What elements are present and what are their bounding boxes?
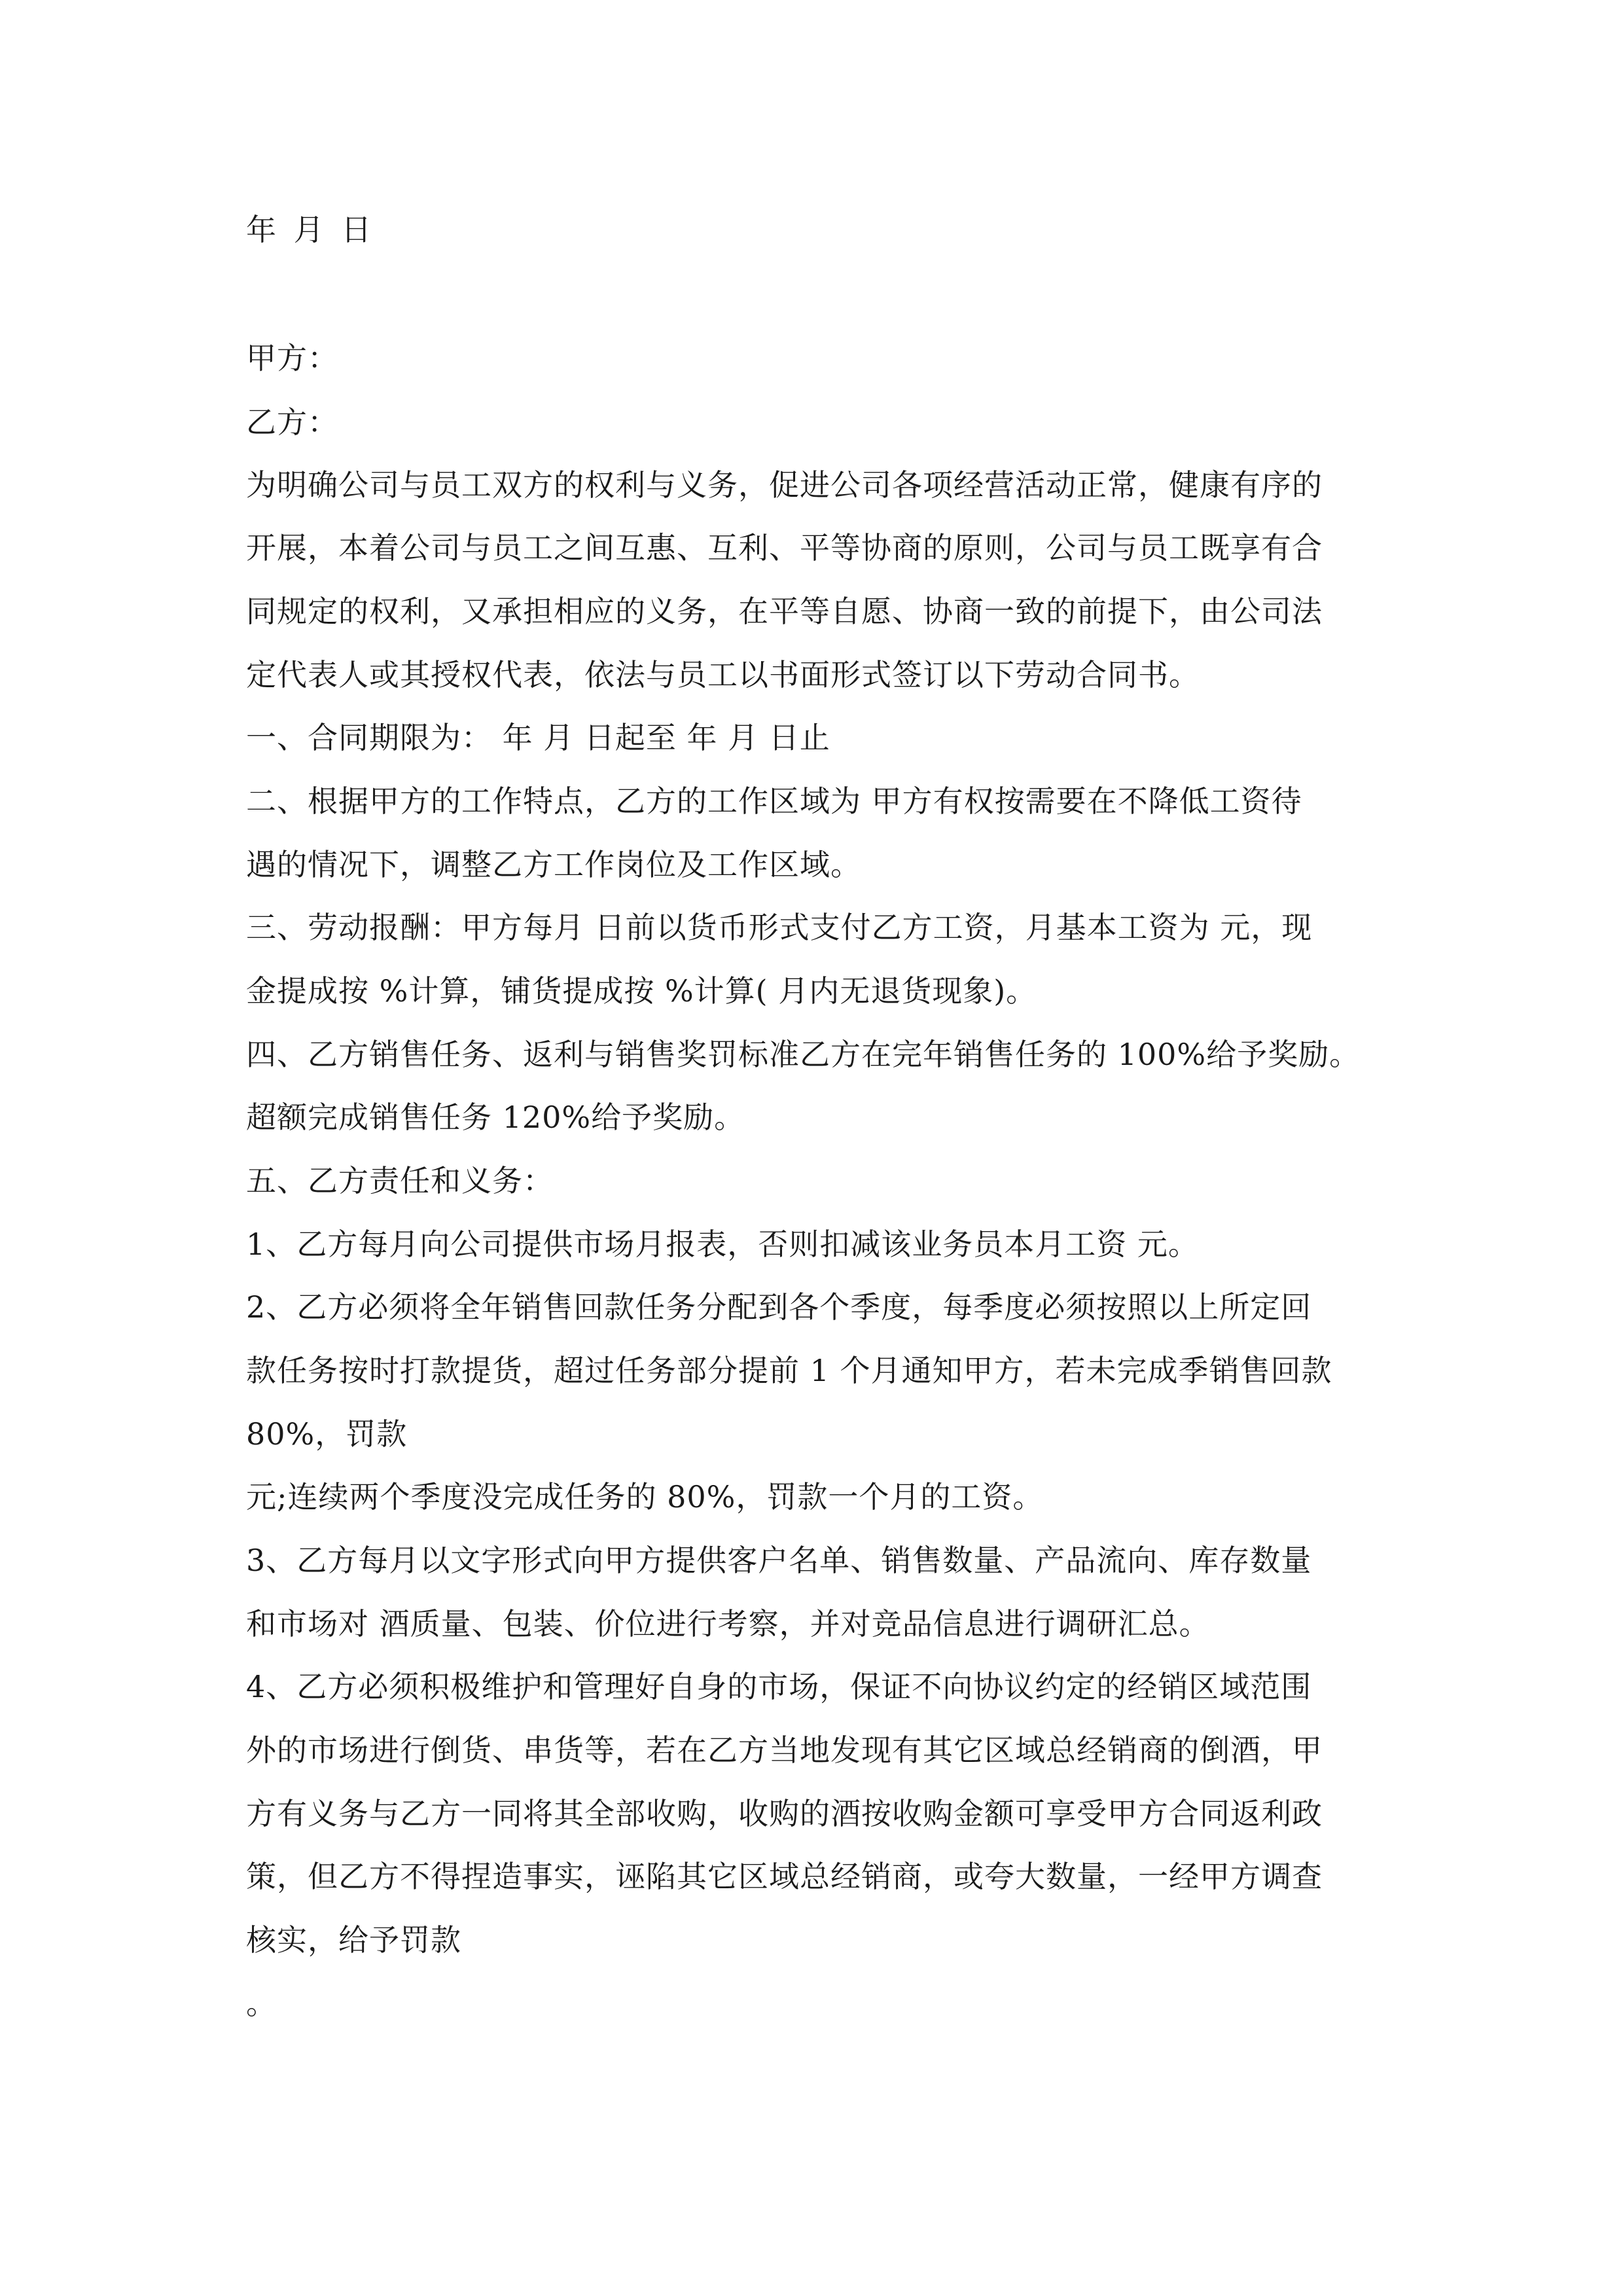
clause-4-line-1: 四、乙方销售任务、返利与销售奖罚标准乙方在完年销售任务的 100%给予奖励。 <box>246 1037 1361 1072</box>
clause-4-line-2: 超额完成销售任务 120%给予奖励。 <box>246 1100 745 1135</box>
clause-3-line-1: 三、劳动报酬：甲方每月 日前以货币形式支付乙方工资，月基本工资为 元，现 <box>246 910 1313 945</box>
clause-2-line-2: 遇的情况下，调整乙方工作岗位及工作区域。 <box>246 847 861 882</box>
date-line: 年 月 日 <box>246 212 376 247</box>
clause-5-heading: 五、乙方责任和义务： <box>246 1163 554 1198</box>
duty-2-line-3: 80%，罚款 <box>246 1416 408 1452</box>
clause-3-line-2: 金提成按 %计算，铺货提成按 %计算( 月内无退货现象)。 <box>246 973 1037 1009</box>
preamble-line-2: 开展，本着公司与员工之间互惠、互利、平等协商的原则，公司与员工既享有合 <box>246 530 1323 565</box>
duty-4-line-4: 策，但乙方不得捏造事实，诬陷其它区域总经销商，或夸大数量，一经甲方调查 <box>246 1859 1323 1894</box>
preamble-line-4: 定代表人或其授权代表，依法与员工以书面形式签订以下劳动合同书。 <box>246 657 1200 692</box>
party-b-line: 乙方： <box>246 404 338 440</box>
trailing-period: 。 <box>246 1986 277 2021</box>
clause-1-term: 一、合同期限为： 年 月 日起至 年 月 日止 <box>246 720 830 755</box>
duty-2-line-1: 2、乙方必须将全年销售回款任务分配到各个季度，每季度必须按照以上所定回 <box>246 1289 1312 1325</box>
duty-4-line-1: 4、乙方必须积极维护和管理好自身的市场，保证不向协议约定的经销区域范围 <box>246 1669 1312 1704</box>
duty-4-line-2: 外的市场进行倒货、串货等，若在乙方当地发现有其它区域总经销商的倒酒，甲 <box>246 1732 1323 1768</box>
duty-2-line-2: 款任务按时打款提货，超过任务部分提前 1 个月通知甲方，若未完成季销售回款 <box>246 1353 1332 1388</box>
duty-4-line-5: 核实，给予罚款 <box>246 1922 461 1958</box>
preamble-line-1: 为明确公司与员工双方的权利与义务，促进公司各项经营活动正常，健康有序的 <box>246 467 1323 503</box>
duty-3-line-1: 3、乙方每月以文字形式向甲方提供客户名单、销售数量、产品流向、库存数量 <box>246 1543 1312 1578</box>
duty-4-line-3: 方有义务与乙方一同将其全部收购，收购的酒按收购金额可享受甲方合同返利政 <box>246 1796 1323 1831</box>
duty-3-line-2: 和市场对 酒质量、包装、价位进行考察，并对竞品信息进行调研汇总。 <box>246 1606 1210 1641</box>
clause-2-line-1: 二、根据甲方的工作特点，乙方的工作区域为 甲方有权按需要在不降低工资待 <box>246 783 1302 819</box>
preamble-line-3: 同规定的权利，又承担相应的义务，在平等自愿、协商一致的前提下，由公司法 <box>246 594 1323 629</box>
party-a-line: 甲方： <box>246 340 338 376</box>
duty-1-line: 1、乙方每月向公司提供市场月报表，否则扣减该业务员本月工资 元。 <box>246 1227 1199 1262</box>
duty-2-line-4: 元;连续两个季度没完成任务的 80%，罚款一个月的工资。 <box>246 1479 1044 1515</box>
